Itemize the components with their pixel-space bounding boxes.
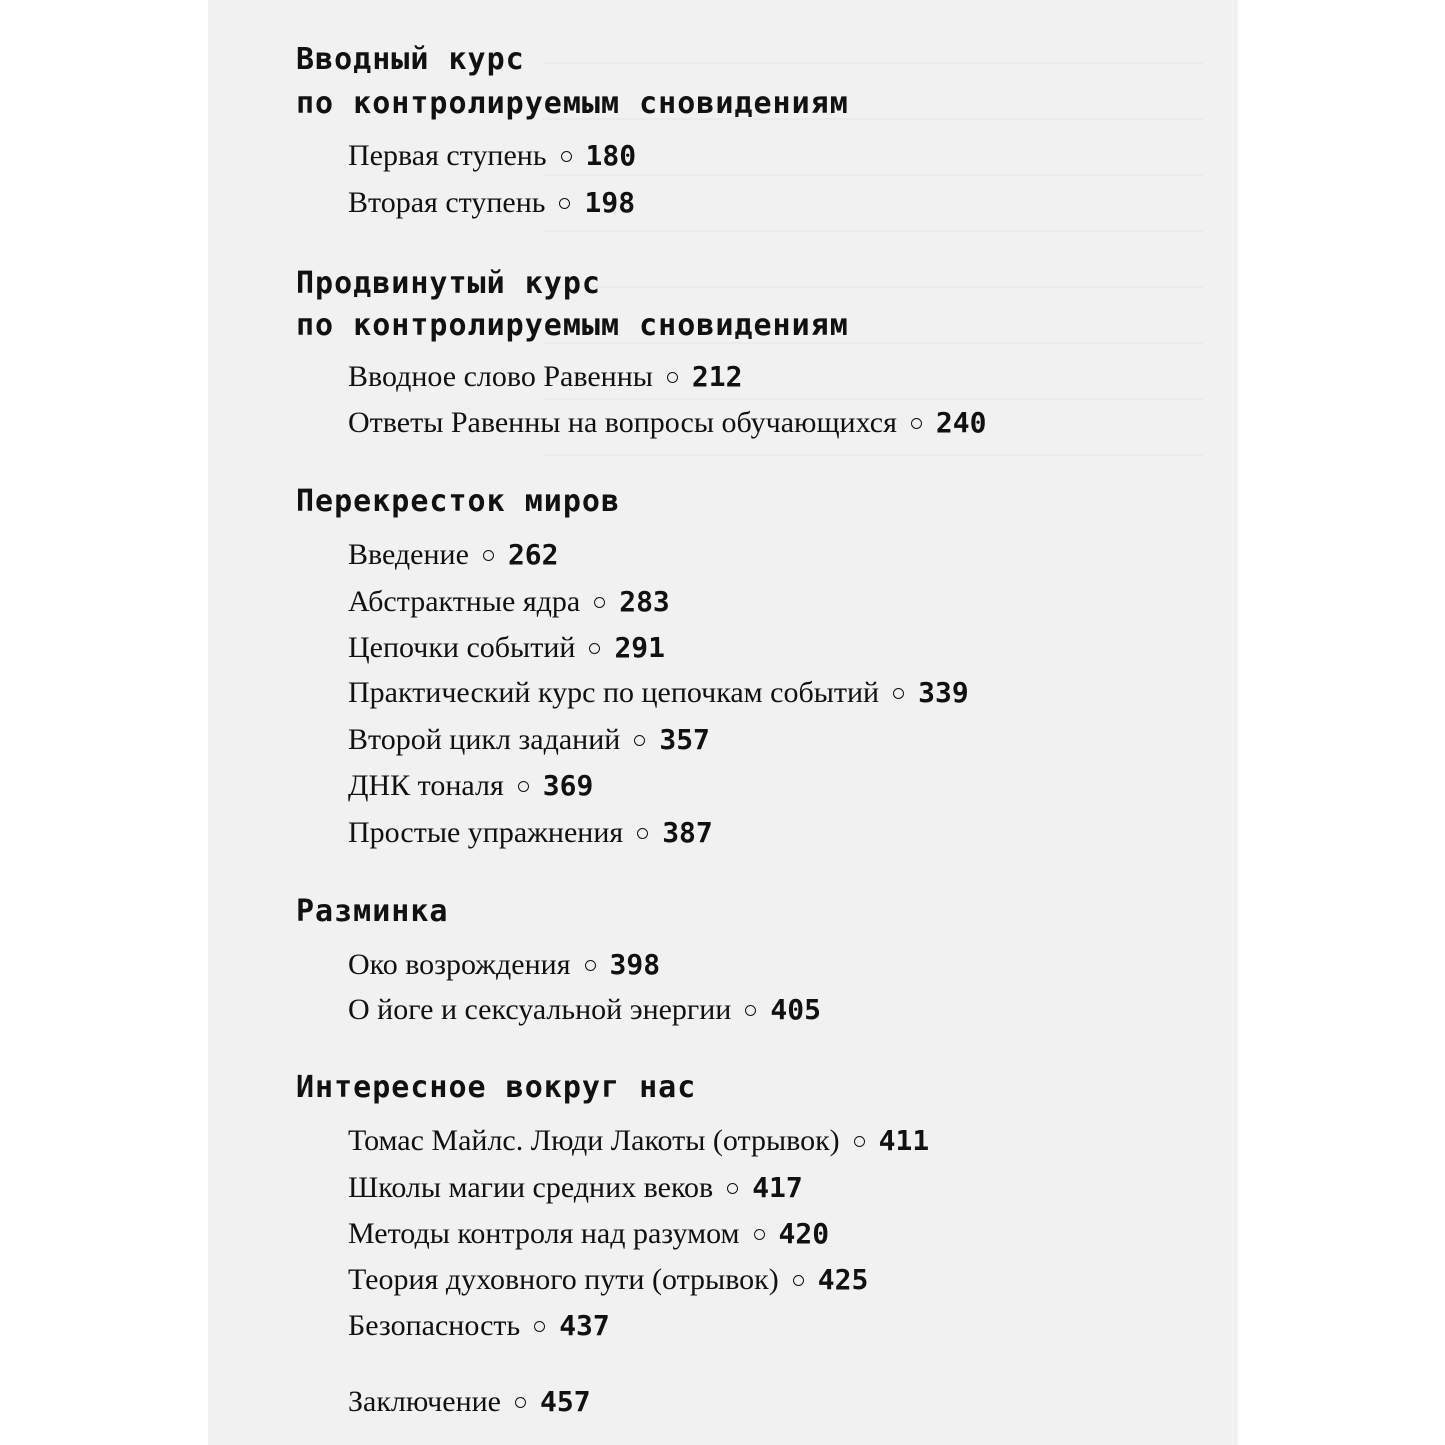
toc-entry <box>348 990 821 1030</box>
bullet-dot-icon <box>594 597 605 608</box>
toc-entry <box>348 1214 829 1254</box>
bullet-dot-icon <box>561 151 572 162</box>
bullet-dot-icon <box>515 1397 526 1408</box>
entry-title: Первая ступень <box>348 139 547 172</box>
page-number: 240 <box>935 406 987 439</box>
toc-entry <box>348 720 710 760</box>
toc-entry <box>348 813 713 853</box>
bullet-dot-icon <box>634 735 645 746</box>
bullet-dot-icon <box>518 781 529 792</box>
page-number: 425 <box>817 1263 869 1296</box>
entry-title: Безопасность <box>348 1309 521 1342</box>
bullet-dot-icon <box>534 1321 545 1332</box>
toc-entry <box>348 535 559 575</box>
bullet-dot-icon <box>727 1183 738 1194</box>
page-number: 420 <box>778 1217 830 1250</box>
bullet-dot-icon <box>667 372 678 383</box>
page-number: 198 <box>584 186 636 219</box>
section-title: Продвинутый курс <box>296 266 601 301</box>
page-number: 411 <box>878 1124 930 1157</box>
entry-title: Школы магии средних веков <box>348 1171 714 1204</box>
entry-title: Методы контроля над разумом <box>348 1217 740 1250</box>
bullet-dot-icon <box>745 1005 756 1016</box>
entry-title: ДНК тоналя <box>348 769 504 802</box>
page-number: 180 <box>585 139 637 172</box>
page-number: 387 <box>662 816 713 849</box>
entry-title: Заключение <box>348 1385 501 1418</box>
toc-entry <box>348 136 636 176</box>
page-number: 283 <box>619 585 670 618</box>
toc-entry <box>348 582 670 622</box>
page-number: 405 <box>770 993 821 1026</box>
bullet-dot-icon <box>483 550 494 561</box>
page-number: 339 <box>918 676 969 709</box>
page-number: 212 <box>691 360 743 393</box>
entry-title: Второй цикл заданий <box>348 723 621 756</box>
page-number: 262 <box>507 538 559 571</box>
entry-title: Введение <box>348 538 469 571</box>
toc-entry <box>348 183 635 223</box>
toc-entry <box>348 945 660 985</box>
bullet-dot-icon <box>585 960 596 971</box>
bullet-dot-icon <box>754 1229 765 1240</box>
entry-title: Простые упражнения <box>348 816 624 849</box>
bullet-dot-icon <box>559 198 570 209</box>
section-title: по контролируемым сновидениям <box>296 86 849 121</box>
toc-entry <box>348 628 665 668</box>
page-number: 417 <box>752 1171 803 1204</box>
section-title: Разминка <box>296 894 449 929</box>
toc-entry <box>348 403 986 443</box>
toc-entry <box>348 357 743 397</box>
entry-title: Вторая ступень <box>348 186 546 219</box>
entry-title: Ответы Равенны на вопросы обучающихся <box>348 406 897 439</box>
entry-title: Теория духовного пути (отрывок) <box>348 1263 779 1296</box>
page-number: 437 <box>559 1309 610 1342</box>
section-title: по контролируемым сновидениям <box>296 308 849 343</box>
toc-entry <box>348 766 593 806</box>
toc-entry <box>348 1260 868 1300</box>
toc-entry <box>348 673 969 713</box>
entry-title: Цепочки событий <box>348 631 576 664</box>
entry-title: Око возрождения <box>348 948 571 981</box>
toc-entry-closing <box>348 1382 591 1422</box>
entry-title: Практический курс по цепочкам событий <box>348 676 880 709</box>
page-number: 291 <box>614 631 666 664</box>
entry-title: О йоге и сексуальной энергии <box>348 993 732 1026</box>
entry-title: Абстрактные ядра <box>348 585 581 618</box>
section-title: Интересное вокруг нас <box>296 1070 697 1105</box>
section-title: Вводный курс <box>296 42 525 77</box>
page-number: 369 <box>542 769 594 802</box>
book-page <box>208 0 1238 1445</box>
toc-entry <box>348 1168 803 1208</box>
bullet-dot-icon <box>911 418 922 429</box>
bullet-dot-icon <box>589 643 600 654</box>
bullet-dot-icon <box>793 1275 804 1286</box>
entry-title: Вводное слово Равенны <box>348 360 653 393</box>
page-number: 357 <box>659 723 710 756</box>
toc-entry <box>348 1306 610 1346</box>
section-title: Перекресток миров <box>296 484 621 519</box>
entry-title: Томас Майлс. Люди Лакоты (отрывок) <box>348 1124 840 1157</box>
bullet-dot-icon <box>854 1136 865 1147</box>
table-of-contents <box>208 0 1238 1445</box>
page-number: 457 <box>540 1385 591 1418</box>
bullet-dot-icon <box>637 828 648 839</box>
page-number: 398 <box>609 948 661 981</box>
bullet-dot-icon <box>893 688 904 699</box>
toc-entry <box>348 1121 929 1161</box>
